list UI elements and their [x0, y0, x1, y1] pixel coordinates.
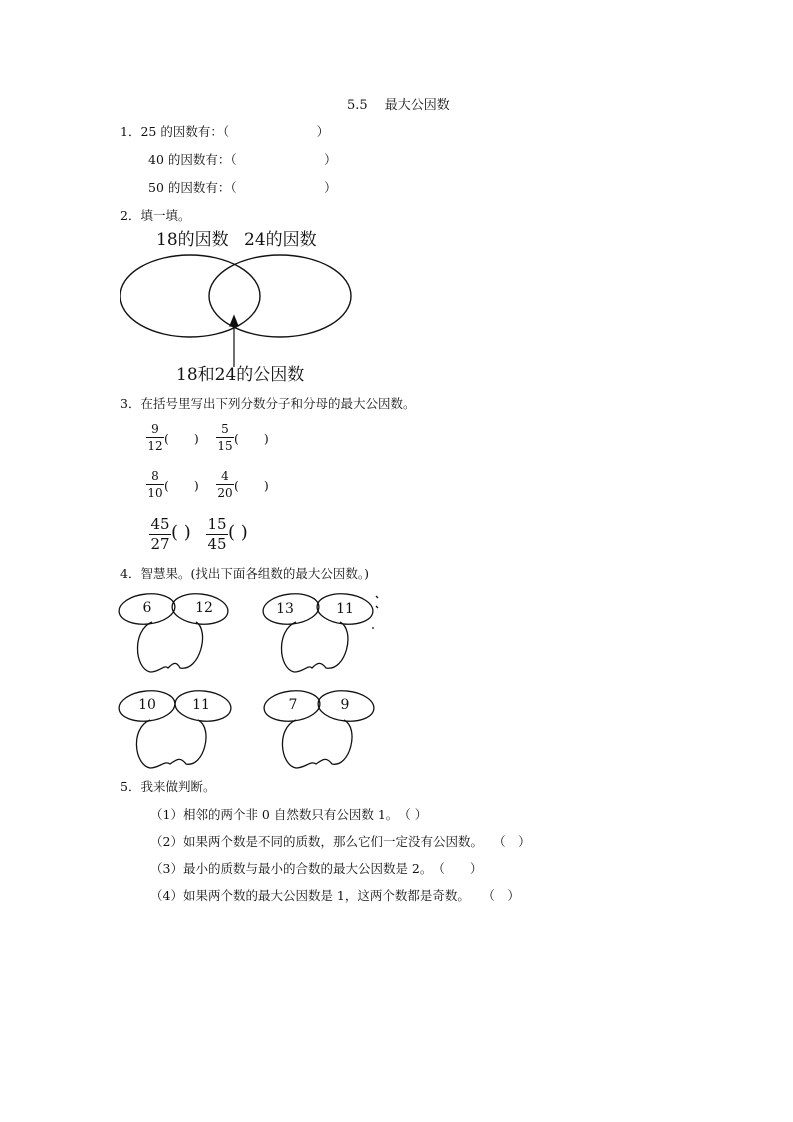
judgement-item-1: （1）相邻的两个非 0 自然数只有公因数 1。 （ ）	[150, 807, 428, 822]
fruit-1-number-a: 6	[142, 600, 152, 616]
fruit-1-number-b: 12	[195, 600, 213, 616]
answer-paren[interactable]: ( )	[164, 478, 199, 493]
answer-paren[interactable]: ( )	[234, 431, 269, 446]
answer-paren[interactable]: ( )	[171, 522, 191, 543]
fruit-2-number-b: 11	[336, 601, 354, 617]
fraction-numerator: 8	[151, 469, 159, 483]
fraction-numerator: 15	[207, 515, 227, 533]
fraction-denominator: 27	[150, 535, 170, 553]
fraction-denominator: 10	[147, 486, 163, 500]
answer-paren[interactable]: ( )	[228, 522, 248, 543]
answer-paren[interactable]: ( )	[164, 431, 199, 446]
q1-line-2: 40 的因数有：（ ）	[148, 152, 337, 167]
q3-label: 3．在括号里写出下列分数分子和分母的最大公因数。	[120, 396, 416, 411]
q1-line-1: 1．25 的因数有：（ ）	[120, 124, 330, 139]
fraction-denominator: 15	[217, 439, 233, 453]
fruit-2-number-a: 13	[276, 601, 294, 617]
q5-label: 5．我来做判断。	[120, 779, 216, 794]
fraction-numerator: 4	[221, 469, 229, 483]
q1-line-3: 50 的因数有：（ ）	[148, 180, 337, 195]
fraction-numerator: 5	[221, 422, 229, 436]
venn-bottom-label: 18和24的公因数	[176, 365, 305, 385]
fraction-numerator: 9	[151, 422, 159, 436]
fruit-4-number-a: 7	[288, 697, 298, 713]
fruit-3-number-b: 11	[192, 697, 210, 713]
judgement-item-2: （2）如果两个数是不同的质数，那么它们一定没有公因数。 （ ）	[150, 834, 531, 849]
q2-label: 2．填一填。	[120, 208, 191, 223]
judgement-item-4: （4）如果两个数的最大公因数是 1，这两个数都是奇数。 （ ）	[150, 888, 520, 903]
venn-left-label: 18的因数	[156, 230, 229, 250]
fraction-denominator: 20	[217, 486, 233, 500]
page-title: 5.5 最大公因数	[347, 98, 450, 113]
fraction-denominator: 45	[207, 535, 227, 553]
fruit-3-number-a: 10	[138, 697, 156, 713]
fruit-4-number-b: 9	[340, 697, 350, 713]
judgement-item-3: （3）最小的质数与最小的合数的最大公因数是 2。 （ ）	[150, 861, 483, 876]
fraction-denominator: 12	[147, 439, 163, 453]
fraction-numerator: 45	[150, 515, 170, 533]
venn-right-label: 24的因数	[244, 230, 317, 250]
answer-paren[interactable]: ( )	[234, 478, 269, 493]
q4-label: 4．智慧果。(找出下面各组数的最大公因数。)	[120, 566, 369, 581]
